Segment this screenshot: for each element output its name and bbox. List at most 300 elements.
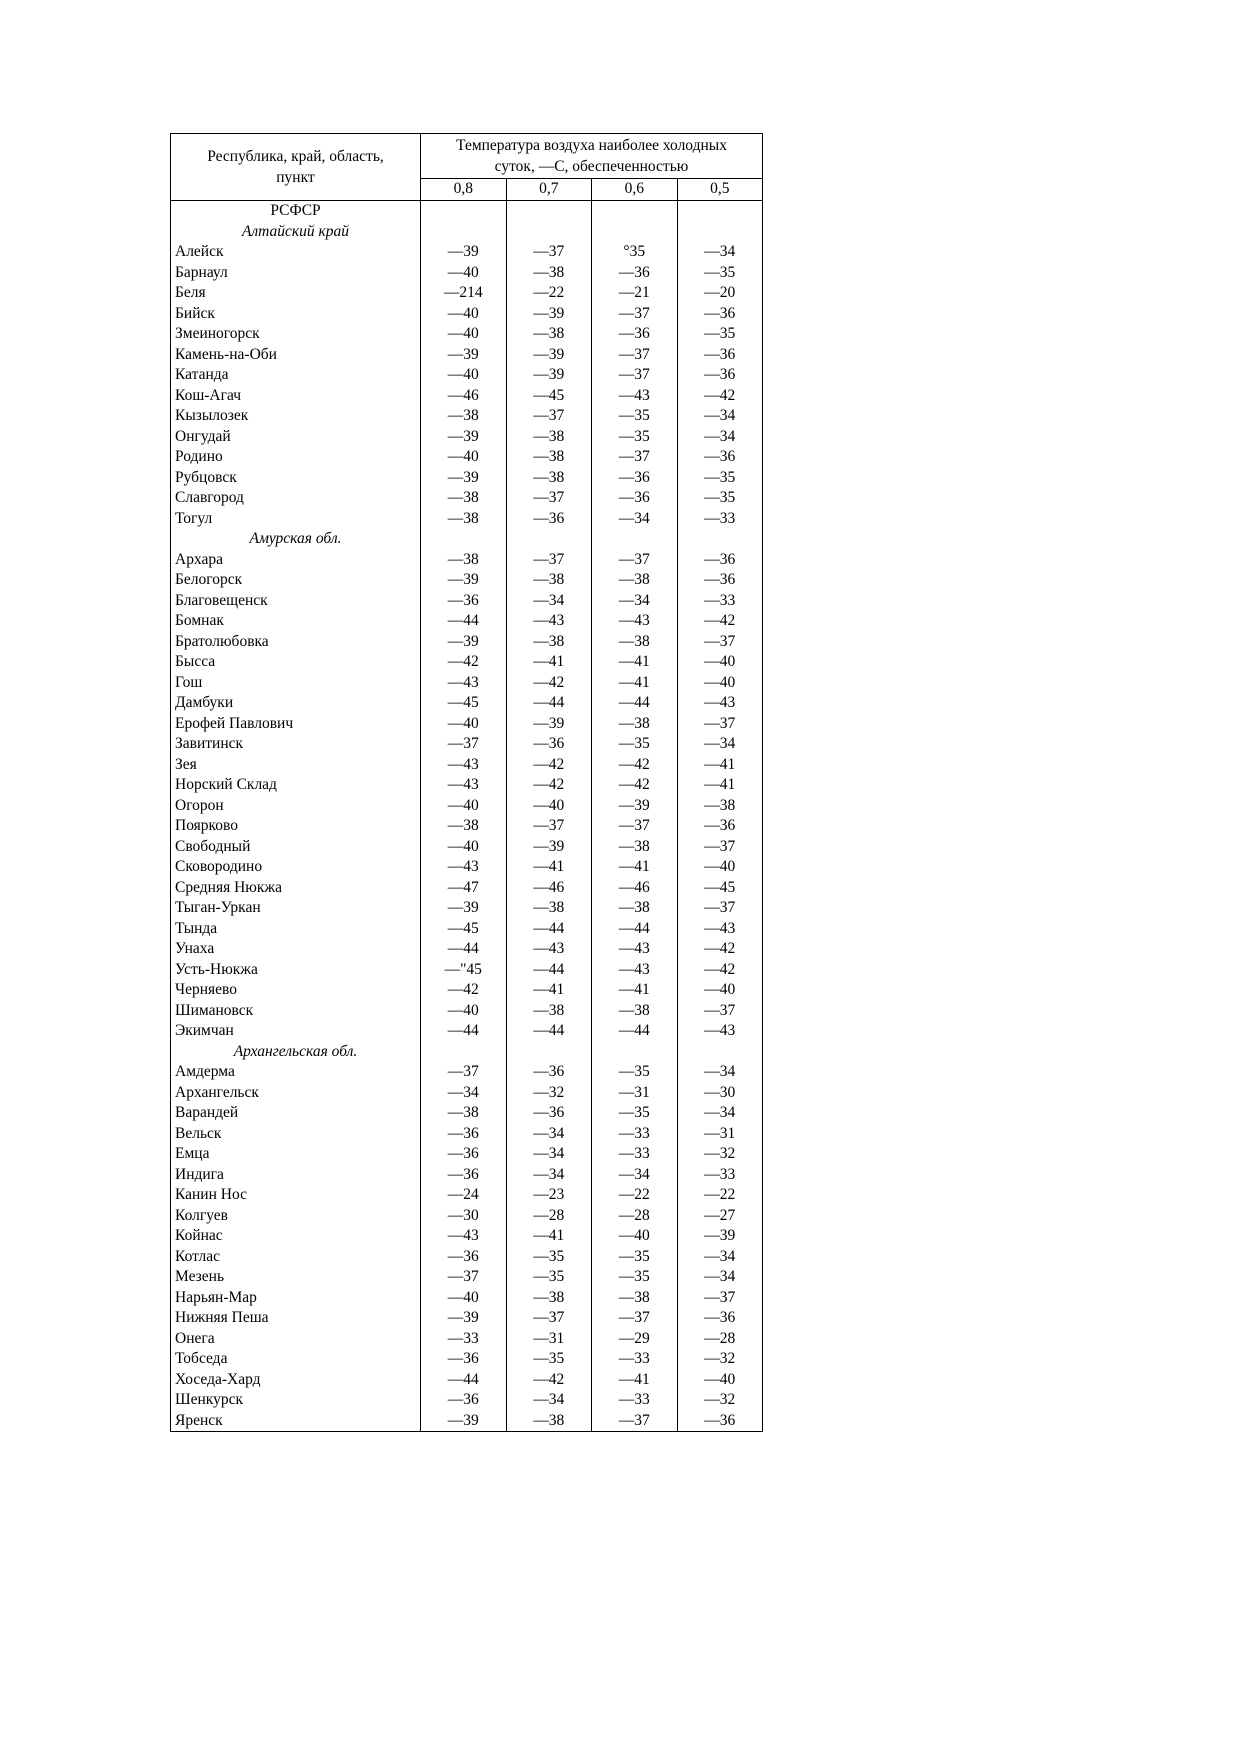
temperature-value: —35 bbox=[592, 734, 678, 755]
temperature-value: —37 bbox=[506, 816, 592, 837]
empty-cell bbox=[421, 201, 507, 222]
table-row bbox=[171, 1083, 763, 1104]
table-row bbox=[171, 1288, 763, 1309]
temperature-value: —42 bbox=[677, 960, 763, 981]
temperature-value: —35 bbox=[677, 468, 763, 489]
temperature-value: —40 bbox=[506, 796, 592, 817]
temperature-value: —40 bbox=[592, 1226, 678, 1247]
temperature-value: —35 bbox=[592, 1062, 678, 1083]
table-row bbox=[171, 1206, 763, 1227]
empty-cell bbox=[506, 529, 592, 550]
temperature-value: —40 bbox=[677, 1370, 763, 1391]
temperature-value: —35 bbox=[677, 263, 763, 284]
table-row bbox=[171, 796, 763, 817]
temperature-value: —43 bbox=[421, 755, 507, 776]
temperature-value: —44 bbox=[592, 693, 678, 714]
temperature-value: —34 bbox=[677, 1267, 763, 1288]
table-row bbox=[171, 939, 763, 960]
temperature-value: —38 bbox=[506, 427, 592, 448]
temperature-value: —41 bbox=[592, 980, 678, 1001]
city-name: Завитинск bbox=[171, 734, 421, 755]
temperature-value: —38 bbox=[506, 468, 592, 489]
table-row bbox=[171, 488, 763, 509]
temperature-value: —37 bbox=[592, 365, 678, 386]
temperature-value: —30 bbox=[421, 1206, 507, 1227]
table-row bbox=[171, 1390, 763, 1411]
header-region-line1: Республика, край, область, bbox=[207, 148, 384, 165]
temperature-value: —43 bbox=[592, 611, 678, 632]
temperature-value: —34 bbox=[677, 242, 763, 263]
temperature-value: —39 bbox=[421, 242, 507, 263]
temperature-value: —41 bbox=[677, 755, 763, 776]
temperature-value: —31 bbox=[506, 1329, 592, 1350]
city-name: Кызылозек bbox=[171, 406, 421, 427]
temperature-value: —34 bbox=[592, 591, 678, 612]
temperature-value: —36 bbox=[506, 1103, 592, 1124]
empty-cell bbox=[421, 222, 507, 243]
temperature-value: —42 bbox=[677, 611, 763, 632]
city-name: Ерофей Павлович bbox=[171, 714, 421, 735]
temperature-value: —35 bbox=[592, 406, 678, 427]
temperature-value: —37 bbox=[677, 632, 763, 653]
table-row bbox=[171, 468, 763, 489]
table-row bbox=[171, 406, 763, 427]
temperature-value: —33 bbox=[677, 1165, 763, 1186]
table-row bbox=[171, 365, 763, 386]
table-row bbox=[171, 345, 763, 366]
city-name: Зея bbox=[171, 755, 421, 776]
table-body bbox=[171, 201, 763, 1432]
temperature-value: —44 bbox=[506, 1021, 592, 1042]
header-temp-line2: суток, —С, обеспеченностью bbox=[494, 158, 689, 175]
temperature-value: —34 bbox=[677, 1103, 763, 1124]
temperature-value: —20 bbox=[677, 283, 763, 304]
city-name: Мезень bbox=[171, 1267, 421, 1288]
temperature-value: —44 bbox=[506, 960, 592, 981]
temperature-value: —34 bbox=[677, 734, 763, 755]
temperature-value: —42 bbox=[421, 980, 507, 1001]
table-row bbox=[171, 1329, 763, 1350]
table-row bbox=[171, 1247, 763, 1268]
section-label: Амурская обл. bbox=[171, 529, 421, 550]
temperature-value: —39 bbox=[421, 427, 507, 448]
temperature-value: —34 bbox=[421, 1083, 507, 1104]
temperature-value: —37 bbox=[677, 1288, 763, 1309]
empty-cell bbox=[677, 222, 763, 243]
temperature-value: —36 bbox=[421, 1349, 507, 1370]
temperature-value: —36 bbox=[677, 1308, 763, 1329]
temperature-value: —40 bbox=[421, 1288, 507, 1309]
table-row bbox=[171, 1062, 763, 1083]
temperature-value: —46 bbox=[592, 878, 678, 899]
city-name: Змеиногорск bbox=[171, 324, 421, 345]
table-row bbox=[171, 1165, 763, 1186]
temperature-value: —35 bbox=[592, 427, 678, 448]
temperature-value: —21 bbox=[592, 283, 678, 304]
city-name: Черняево bbox=[171, 980, 421, 1001]
city-name: Сковородино bbox=[171, 857, 421, 878]
temperature-value: —33 bbox=[592, 1124, 678, 1145]
temperature-value: —43 bbox=[592, 939, 678, 960]
city-name: Усть-Нюкжа bbox=[171, 960, 421, 981]
temperature-value: —34 bbox=[506, 1144, 592, 1165]
table-row bbox=[171, 652, 763, 673]
temperature-value: —41 bbox=[592, 1370, 678, 1391]
temperature-value: —36 bbox=[677, 1411, 763, 1432]
temperature-value: —37 bbox=[506, 550, 592, 571]
temperature-value: —45 bbox=[677, 878, 763, 899]
temperature-value: —42 bbox=[506, 755, 592, 776]
temperature-value: —41 bbox=[506, 652, 592, 673]
temperature-value: —32 bbox=[677, 1390, 763, 1411]
table-row bbox=[171, 1370, 763, 1391]
temperature-value: —43 bbox=[677, 1021, 763, 1042]
temperature-value: —38 bbox=[506, 1411, 592, 1432]
empty-cell bbox=[506, 222, 592, 243]
empty-cell bbox=[421, 1042, 507, 1063]
temperature-value: —39 bbox=[421, 570, 507, 591]
section-label: Архангельская обл. bbox=[171, 1042, 421, 1063]
temperature-value: —40 bbox=[421, 263, 507, 284]
temperature-value: —38 bbox=[506, 324, 592, 345]
temperature-value: —40 bbox=[421, 837, 507, 858]
city-name: Дамбуки bbox=[171, 693, 421, 714]
table-row bbox=[171, 714, 763, 735]
temperature-value: —38 bbox=[677, 796, 763, 817]
city-name: Братолюбовка bbox=[171, 632, 421, 653]
table-row bbox=[171, 1185, 763, 1206]
city-name: Благовещенск bbox=[171, 591, 421, 612]
temperature-value: —36 bbox=[677, 304, 763, 325]
city-name: Норский Склад bbox=[171, 775, 421, 796]
city-name: Нарьян-Мар bbox=[171, 1288, 421, 1309]
table-row bbox=[171, 878, 763, 899]
table-row bbox=[171, 734, 763, 755]
empty-cell bbox=[677, 201, 763, 222]
temperature-value: —43 bbox=[421, 857, 507, 878]
temperature-value: —36 bbox=[421, 1144, 507, 1165]
temperature-value: —37 bbox=[592, 1411, 678, 1432]
temperature-value: —36 bbox=[677, 345, 763, 366]
city-name: Онега bbox=[171, 1329, 421, 1350]
temperature-value: —42 bbox=[592, 755, 678, 776]
temperature-value: —43 bbox=[592, 960, 678, 981]
temperature-value: —34 bbox=[592, 509, 678, 530]
temperature-value: —30 bbox=[677, 1083, 763, 1104]
temperature-value: —37 bbox=[506, 488, 592, 509]
temperature-value: —38 bbox=[421, 1103, 507, 1124]
temperature-value: —28 bbox=[506, 1206, 592, 1227]
city-name: Тобседа bbox=[171, 1349, 421, 1370]
table-row bbox=[171, 509, 763, 530]
temperature-value: —37 bbox=[506, 406, 592, 427]
temperature-value: —39 bbox=[421, 468, 507, 489]
temperature-value: —44 bbox=[506, 693, 592, 714]
header-percentile-0-7: 0,7 bbox=[506, 179, 592, 201]
temperature-value: —39 bbox=[421, 1308, 507, 1329]
temperature-value: —38 bbox=[592, 570, 678, 591]
temperature-value: —35 bbox=[592, 1267, 678, 1288]
temperature-value: —33 bbox=[421, 1329, 507, 1350]
temperature-value: —34 bbox=[506, 1124, 592, 1145]
city-name: Беля bbox=[171, 283, 421, 304]
city-name: Нижняя Пеша bbox=[171, 1308, 421, 1329]
table-row bbox=[171, 857, 763, 878]
temperature-value: —41 bbox=[592, 857, 678, 878]
city-name: Унаха bbox=[171, 939, 421, 960]
section-label: РСФСР bbox=[171, 201, 421, 222]
temperature-value: —41 bbox=[592, 652, 678, 673]
temperature-value: —38 bbox=[506, 1001, 592, 1022]
temperature-value: —36 bbox=[506, 1062, 592, 1083]
temperature-value: —36 bbox=[421, 591, 507, 612]
temperature-value: —34 bbox=[592, 1165, 678, 1186]
temperature-value: —44 bbox=[421, 939, 507, 960]
temperature-value: —35 bbox=[677, 488, 763, 509]
temperature-value: —40 bbox=[677, 652, 763, 673]
temperature-value: —23 bbox=[506, 1185, 592, 1206]
table-row bbox=[171, 386, 763, 407]
temperature-value: —44 bbox=[421, 1370, 507, 1391]
temperature-value: —37 bbox=[506, 1308, 592, 1329]
temperature-value: —31 bbox=[677, 1124, 763, 1145]
temperature-value: —41 bbox=[592, 673, 678, 694]
temperature-value: —40 bbox=[421, 1001, 507, 1022]
temperature-value: —22 bbox=[677, 1185, 763, 1206]
table-row bbox=[171, 980, 763, 1001]
temperature-value: —38 bbox=[592, 714, 678, 735]
city-name: Поярково bbox=[171, 816, 421, 837]
temperature-value: —44 bbox=[421, 1021, 507, 1042]
temperature-value: —34 bbox=[677, 1062, 763, 1083]
table-row bbox=[171, 591, 763, 612]
city-name: Камень-на-Оби bbox=[171, 345, 421, 366]
temperature-value: —40 bbox=[421, 714, 507, 735]
temperature-value: —35 bbox=[506, 1267, 592, 1288]
temperature-value: —39 bbox=[506, 365, 592, 386]
header-temperature-title bbox=[421, 134, 763, 179]
empty-cell bbox=[677, 1042, 763, 1063]
temperature-value: —37 bbox=[677, 837, 763, 858]
temperature-value: —40 bbox=[677, 673, 763, 694]
temperature-value: —43 bbox=[421, 775, 507, 796]
table-row bbox=[171, 775, 763, 796]
temperature-value: —35 bbox=[506, 1349, 592, 1370]
temperature-value: —36 bbox=[592, 263, 678, 284]
table-row bbox=[171, 263, 763, 284]
table-header bbox=[171, 134, 763, 201]
city-name: Архара bbox=[171, 550, 421, 571]
temperature-value: —36 bbox=[421, 1247, 507, 1268]
temperature-value: —37 bbox=[506, 242, 592, 263]
table-row bbox=[171, 960, 763, 981]
city-name: Индига bbox=[171, 1165, 421, 1186]
table-row bbox=[171, 1103, 763, 1124]
temperature-value: —39 bbox=[506, 714, 592, 735]
temperature-value: —40 bbox=[421, 447, 507, 468]
city-name: Вельск bbox=[171, 1124, 421, 1145]
table-row bbox=[171, 1267, 763, 1288]
temperature-value: —38 bbox=[421, 488, 507, 509]
temperature-value: —40 bbox=[677, 857, 763, 878]
table-row bbox=[171, 242, 763, 263]
table-row bbox=[171, 550, 763, 571]
table-row bbox=[171, 1349, 763, 1370]
empty-cell bbox=[592, 201, 678, 222]
section-row bbox=[171, 1042, 763, 1063]
temperature-value: —35 bbox=[677, 324, 763, 345]
table-row bbox=[171, 1308, 763, 1329]
temperature-value: —43 bbox=[506, 939, 592, 960]
city-name: Шенкурск bbox=[171, 1390, 421, 1411]
temperature-value: —32 bbox=[677, 1144, 763, 1165]
temperature-value: —24 bbox=[421, 1185, 507, 1206]
temperature-value: —43 bbox=[506, 611, 592, 632]
temperature-value: —36 bbox=[592, 324, 678, 345]
city-name: Койнас bbox=[171, 1226, 421, 1247]
city-name: Белогорск bbox=[171, 570, 421, 591]
temperature-value: —37 bbox=[677, 714, 763, 735]
temperature-value: —39 bbox=[506, 304, 592, 325]
table-row bbox=[171, 447, 763, 468]
temperature-value: —32 bbox=[506, 1083, 592, 1104]
temperature-value: —39 bbox=[506, 837, 592, 858]
temperature-value: —38 bbox=[592, 837, 678, 858]
city-name: Бомнак bbox=[171, 611, 421, 632]
temperature-value: —36 bbox=[677, 447, 763, 468]
temperature-value: —37 bbox=[592, 447, 678, 468]
temperature-value: —39 bbox=[421, 632, 507, 653]
city-name: Тында bbox=[171, 919, 421, 940]
city-name: Рубцовск bbox=[171, 468, 421, 489]
table-row bbox=[171, 283, 763, 304]
temperature-value: —45 bbox=[421, 693, 507, 714]
table-row bbox=[171, 755, 763, 776]
temperature-value: —42 bbox=[506, 673, 592, 694]
temperature-value: —43 bbox=[421, 673, 507, 694]
temperature-value: —35 bbox=[506, 1247, 592, 1268]
city-name: Шимановск bbox=[171, 1001, 421, 1022]
temperature-value: —43 bbox=[592, 386, 678, 407]
temperature-value: —39 bbox=[506, 345, 592, 366]
temperature-value: —33 bbox=[592, 1144, 678, 1165]
temperature-value: —47 bbox=[421, 878, 507, 899]
temperature-value: —36 bbox=[421, 1124, 507, 1145]
temperature-value: —39 bbox=[592, 796, 678, 817]
city-name: Амдерма bbox=[171, 1062, 421, 1083]
header-region-line2: пункт bbox=[276, 169, 315, 186]
empty-cell bbox=[506, 201, 592, 222]
header-temp-line1: Температура воздуха наиболее холодных bbox=[456, 137, 727, 154]
temperature-value: —38 bbox=[592, 632, 678, 653]
section-row bbox=[171, 529, 763, 550]
temperature-value: —33 bbox=[677, 509, 763, 530]
temperature-value: —41 bbox=[506, 857, 592, 878]
header-region-column bbox=[171, 134, 421, 201]
city-name: Бысса bbox=[171, 652, 421, 673]
table-row bbox=[171, 1226, 763, 1247]
table-row bbox=[171, 611, 763, 632]
temperature-value: —38 bbox=[506, 263, 592, 284]
city-name: Котлас bbox=[171, 1247, 421, 1268]
temperature-value: °35 bbox=[592, 242, 678, 263]
table-row bbox=[171, 1021, 763, 1042]
temperature-value: —27 bbox=[677, 1206, 763, 1227]
temperature-value: —37 bbox=[592, 550, 678, 571]
temperature-value: —38 bbox=[421, 406, 507, 427]
empty-cell bbox=[421, 529, 507, 550]
temperature-value: —41 bbox=[506, 1226, 592, 1247]
temperature-value: —40 bbox=[421, 304, 507, 325]
temperature-value: —34 bbox=[677, 427, 763, 448]
temperature-value: —37 bbox=[677, 898, 763, 919]
table-row bbox=[171, 1411, 763, 1432]
table-row bbox=[171, 570, 763, 591]
city-name: Барнаул bbox=[171, 263, 421, 284]
section-row bbox=[171, 222, 763, 243]
temperature-value: —39 bbox=[421, 898, 507, 919]
temperature-value: —36 bbox=[506, 509, 592, 530]
temperature-value: —38 bbox=[506, 898, 592, 919]
city-name: Алейск bbox=[171, 242, 421, 263]
city-name: Свободный bbox=[171, 837, 421, 858]
temperature-value: —38 bbox=[506, 632, 592, 653]
empty-cell bbox=[592, 529, 678, 550]
temperature-value: —44 bbox=[506, 919, 592, 940]
empty-cell bbox=[592, 222, 678, 243]
city-name: Емца bbox=[171, 1144, 421, 1165]
empty-cell bbox=[592, 1042, 678, 1063]
temperature-value: —38 bbox=[506, 570, 592, 591]
temperature-value: —40 bbox=[677, 980, 763, 1001]
table-row bbox=[171, 1001, 763, 1022]
temperature-value: —42 bbox=[506, 775, 592, 796]
header-percentile-0-5: 0,5 bbox=[677, 179, 763, 201]
temperature-value: —37 bbox=[592, 345, 678, 366]
table-row bbox=[171, 304, 763, 325]
temperature-value: —36 bbox=[677, 816, 763, 837]
empty-cell bbox=[506, 1042, 592, 1063]
temperature-table bbox=[170, 133, 763, 1432]
temperature-value: —38 bbox=[506, 447, 592, 468]
temperature-value: —34 bbox=[506, 591, 592, 612]
table-row bbox=[171, 919, 763, 940]
temperature-value: —45 bbox=[421, 919, 507, 940]
empty-cell bbox=[677, 529, 763, 550]
temperature-value: —37 bbox=[592, 816, 678, 837]
temperature-value: —42 bbox=[506, 1370, 592, 1391]
table-row bbox=[171, 816, 763, 837]
temperature-value: —46 bbox=[506, 878, 592, 899]
temperature-value: —"45 bbox=[421, 960, 507, 981]
temperature-value: —22 bbox=[592, 1185, 678, 1206]
temperature-value: —41 bbox=[506, 980, 592, 1001]
temperature-value: —36 bbox=[592, 488, 678, 509]
section-row bbox=[171, 201, 763, 222]
table-row bbox=[171, 632, 763, 653]
city-name: Экимчан bbox=[171, 1021, 421, 1042]
temperature-value: —37 bbox=[592, 304, 678, 325]
temperature-value: —32 bbox=[677, 1349, 763, 1370]
temperature-value: —40 bbox=[421, 796, 507, 817]
table-row bbox=[171, 673, 763, 694]
temperature-value: —214 bbox=[421, 283, 507, 304]
temperature-value: —43 bbox=[677, 693, 763, 714]
city-name: Архангельск bbox=[171, 1083, 421, 1104]
temperature-value: —36 bbox=[421, 1165, 507, 1186]
temperature-value: —39 bbox=[677, 1226, 763, 1247]
temperature-value: —34 bbox=[677, 406, 763, 427]
